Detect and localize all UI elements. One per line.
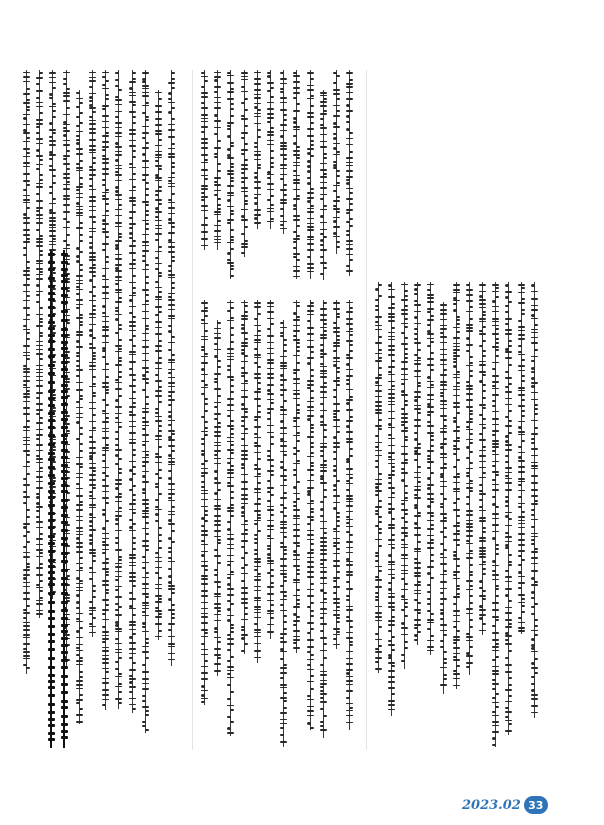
text-column — [345, 70, 354, 276]
text-column — [292, 70, 301, 279]
text-column — [266, 70, 275, 229]
text-column — [387, 282, 396, 716]
text-column — [141, 70, 150, 733]
text-column — [213, 70, 222, 250]
text-column — [75, 90, 84, 724]
text-column — [332, 70, 341, 254]
text-column — [452, 282, 461, 689]
issue-label: 2023.02 — [462, 797, 521, 813]
text-column — [491, 282, 500, 747]
text-column — [200, 300, 209, 705]
text-column — [35, 70, 44, 618]
text-column — [400, 282, 409, 669]
text-column — [154, 90, 163, 640]
text-column — [266, 300, 275, 639]
text-column — [439, 302, 448, 694]
text-column — [213, 320, 222, 676]
headline-column — [47, 250, 56, 748]
text-column — [504, 282, 513, 735]
column-divider — [192, 70, 193, 750]
text-column — [465, 282, 474, 675]
text-column — [517, 282, 526, 634]
text-column — [478, 282, 487, 635]
text-column — [253, 300, 262, 663]
text-column — [200, 70, 209, 250]
text-column — [306, 70, 315, 279]
text-column — [345, 300, 354, 730]
text-column — [22, 70, 31, 674]
text-column — [530, 282, 539, 718]
text-column — [114, 70, 123, 709]
text-column — [253, 70, 262, 229]
text-column — [128, 70, 137, 713]
column-divider — [366, 70, 367, 750]
text-column — [279, 320, 288, 747]
headline-column — [60, 250, 69, 748]
text-column — [426, 282, 435, 655]
text-column — [279, 70, 288, 234]
text-column — [240, 300, 249, 654]
text-column — [292, 300, 301, 653]
text-column — [167, 70, 176, 666]
text-column — [319, 300, 328, 738]
text-column — [226, 70, 235, 279]
text-column — [240, 70, 249, 257]
text-column — [88, 70, 97, 637]
text-column — [413, 282, 422, 645]
text-column — [332, 300, 341, 649]
page-footer — [462, 796, 548, 814]
text-column — [306, 300, 315, 730]
text-column — [101, 70, 110, 710]
page-number-badge: 33 — [524, 796, 548, 814]
text-column — [226, 300, 235, 736]
text-column — [374, 282, 383, 673]
text-column — [319, 90, 328, 280]
